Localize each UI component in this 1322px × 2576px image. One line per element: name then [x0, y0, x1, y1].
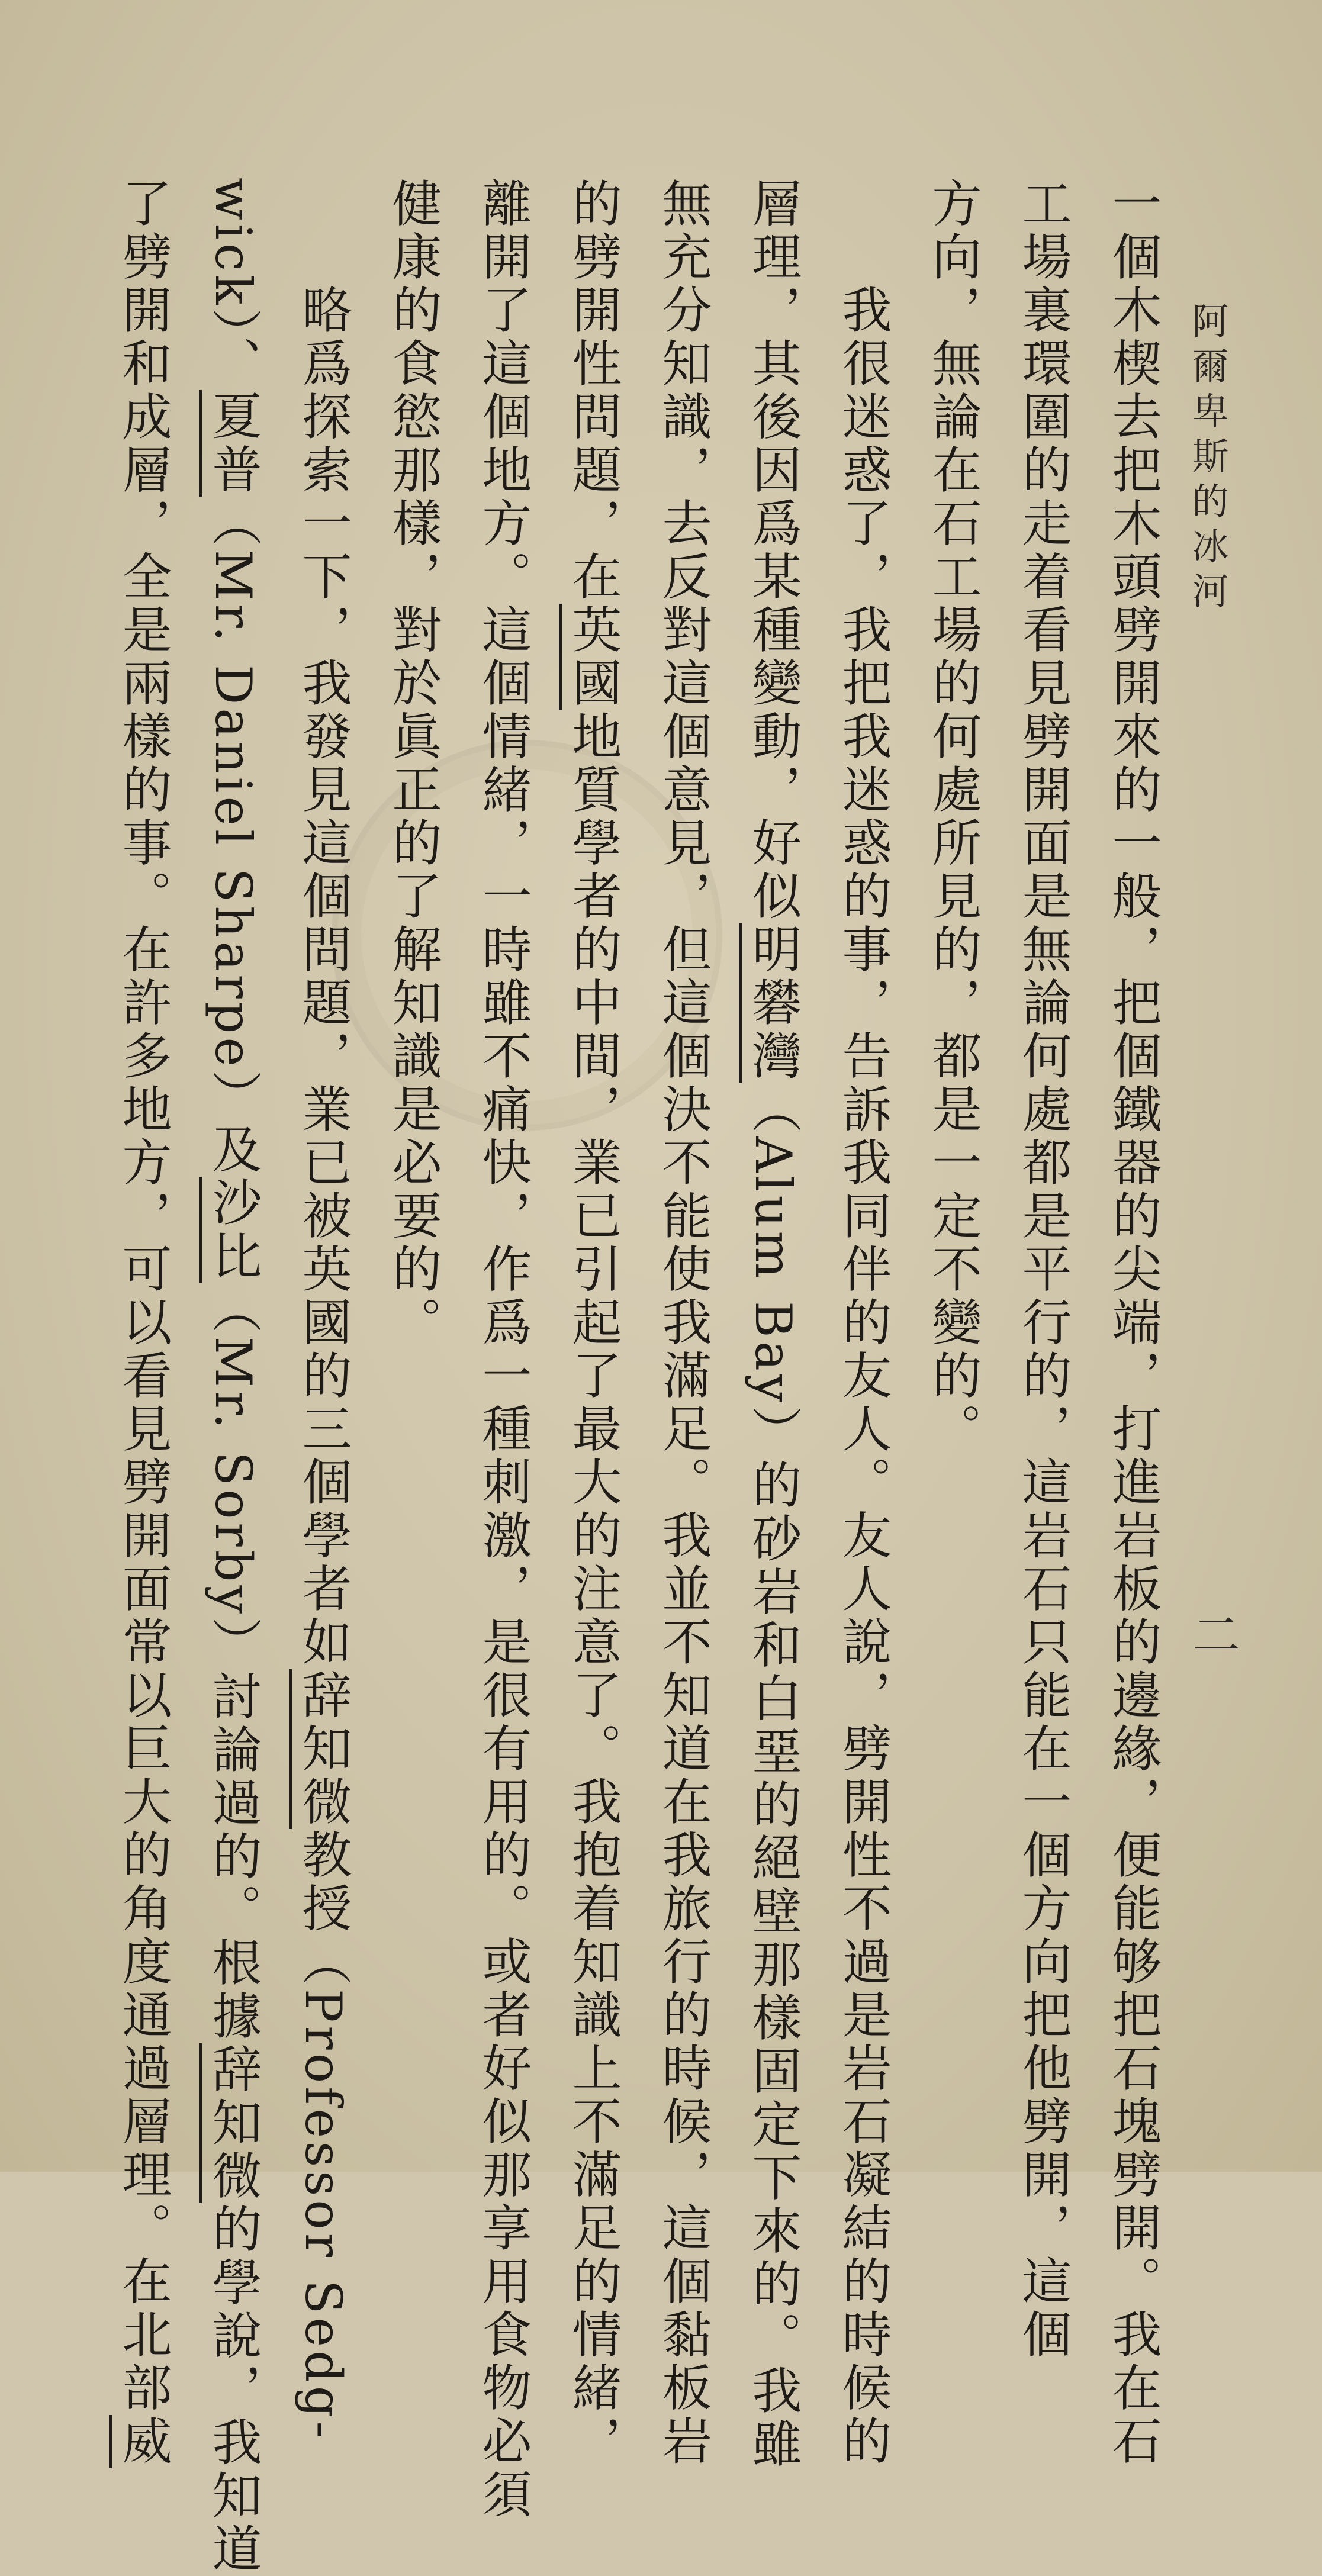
text-column-12: 了劈開和成層，全是兩樣的事。在許多地方，可以看見劈開面常以巨大的角度通過層理。在北部威 — [98, 178, 188, 2119]
proper-noun-underline: 辞知微 — [289, 1669, 352, 1829]
proper-noun-underline: 辞知微 — [199, 2043, 262, 2203]
text-column-11: wick）、夏普（Mr. Daniel Sharpe）及沙比（Mr. Sorby）討論過的。根據辞知微的學說，我知道 — [188, 178, 278, 2119]
text-column-7: 的劈開性問題，在英國地質學者的中間，業已引起了最大的注意了。我抱着知識上不滿足的情緒， — [548, 178, 638, 2119]
proper-noun-underline: 明礬灣 — [739, 923, 802, 1083]
proper-noun-underline: 威 — [109, 2415, 172, 2468]
body-text — [53, 178, 1178, 2576]
text-column-9: 健康的食慾那樣，對於眞正的了解知識是必要的。 — [384, 178, 442, 1350]
text-column-4: 我很迷惑了，我把我迷惑的事，告訴我同伴的友人。友人說，劈開性不過是岩石凝結的時候的 — [834, 178, 892, 2468]
text-column-2: 工場裏環圍的走着看見劈開面是無論何處都是平行的，這岩石只能在一個方向把他劈開，這個 — [1014, 178, 1072, 2362]
proper-noun-underline: 夏普 — [199, 390, 262, 497]
text-column-10: 略爲探索一下，我發見這個問題，業已被英國的三個學者如辞知微教授（Professor Sedg- — [278, 178, 368, 2119]
running-header: 阿爾卑斯的冰河 — [1186, 302, 1229, 617]
text-column-8: 離開了這個地方。這個情緒，一時雖不痛快，作爲一種刺激，是很有用的。或者好似那享用食物必須 — [474, 178, 532, 2522]
page-number: 二 — [1185, 1610, 1240, 1657]
text-column-1: 一個木楔去把木頭劈開來的一般，把個鐵器的尖端，打進岩板的邊緣，便能够把石塊劈開。我在石 — [1104, 178, 1162, 2468]
proper-noun-underline: 英國 — [559, 604, 622, 710]
text-column-3: 方向，無論在石工場的何處所見的，都是一定不變的。 — [924, 178, 982, 1456]
text-column-5: 層理，其後因爲某種變動，好似明礬灣（Alum Bay）的砂岩和白堊的絕壁那樣固定下來的。我雖 — [728, 178, 818, 2119]
proper-noun-underline: 沙比 — [199, 1177, 262, 1283]
text-column-6: 無充分知識，去反對這個意見，但這個決不能使我滿足。我並不知道在我旅行的時候，這個黏板岩 — [654, 178, 712, 2468]
